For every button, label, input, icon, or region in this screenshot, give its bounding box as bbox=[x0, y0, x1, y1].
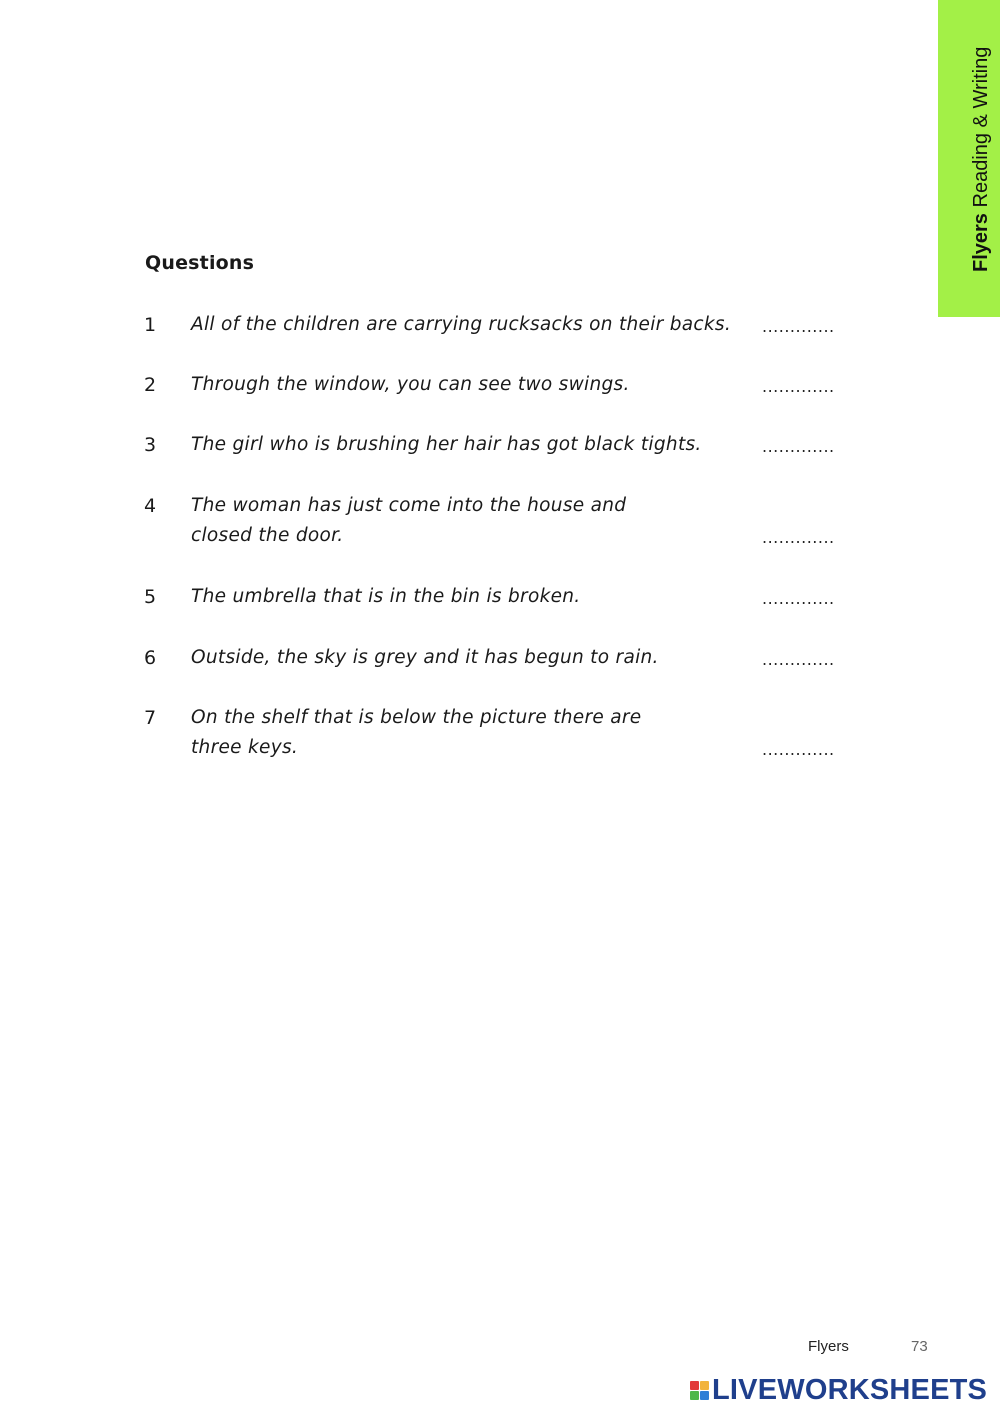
question-text: All of the children are carrying rucksacks on their backs. bbox=[191, 314, 732, 335]
logo-tile bbox=[700, 1381, 709, 1390]
question-item bbox=[144, 491, 854, 551]
question-number: 7 bbox=[144, 707, 157, 729]
question-item bbox=[144, 370, 854, 400]
question-item bbox=[144, 703, 854, 763]
question-text: The umbrella that is in the bin is broken. bbox=[191, 586, 581, 607]
question-number: 1 bbox=[144, 314, 157, 336]
question-number: 4 bbox=[144, 495, 157, 517]
liveworksheets-logo[interactable] bbox=[690, 1374, 987, 1406]
questions-heading: Questions bbox=[145, 252, 255, 274]
question-number: 5 bbox=[144, 586, 157, 608]
brand-name: LIVEWORKSHEETS bbox=[712, 1373, 988, 1406]
question-number: 6 bbox=[144, 647, 157, 669]
section-name: Reading & Writing bbox=[970, 46, 992, 208]
section-tab-label bbox=[969, 47, 993, 272]
question-item bbox=[144, 643, 854, 673]
question-number: 2 bbox=[144, 374, 157, 396]
question-text: On the shelf that is below the picture there are three keys. bbox=[191, 707, 642, 758]
page-number: 73 bbox=[911, 1338, 928, 1355]
question-item bbox=[144, 310, 854, 340]
question-text: The girl who is brushing her hair has got black tights. bbox=[191, 434, 702, 455]
question-text: Outside, the sky is grey and it has begun to rain. bbox=[191, 647, 659, 668]
answer-blank[interactable]: ............. bbox=[762, 317, 835, 336]
level-name: Flyers bbox=[970, 213, 992, 272]
logo-tile bbox=[690, 1391, 699, 1400]
question-item bbox=[144, 582, 854, 612]
logo-tile bbox=[700, 1391, 709, 1400]
answer-blank[interactable]: ............. bbox=[762, 589, 835, 608]
question-item bbox=[144, 430, 854, 460]
question-text: The woman has just come into the house and closed the door. bbox=[191, 495, 627, 546]
question-text: Through the window, you can see two swings. bbox=[191, 374, 630, 395]
answer-blank[interactable]: ............. bbox=[762, 528, 835, 547]
logo-tiles-icon bbox=[690, 1381, 709, 1400]
answer-blank[interactable]: ............. bbox=[762, 740, 835, 759]
logo-tile bbox=[690, 1381, 699, 1390]
question-number: 3 bbox=[144, 434, 157, 456]
footer-level-label: Flyers bbox=[808, 1338, 849, 1355]
section-tab bbox=[938, 0, 1000, 317]
answer-blank[interactable]: ............. bbox=[762, 377, 835, 396]
answer-blank[interactable]: ............. bbox=[762, 650, 835, 669]
answer-blank[interactable]: ............. bbox=[762, 437, 835, 456]
